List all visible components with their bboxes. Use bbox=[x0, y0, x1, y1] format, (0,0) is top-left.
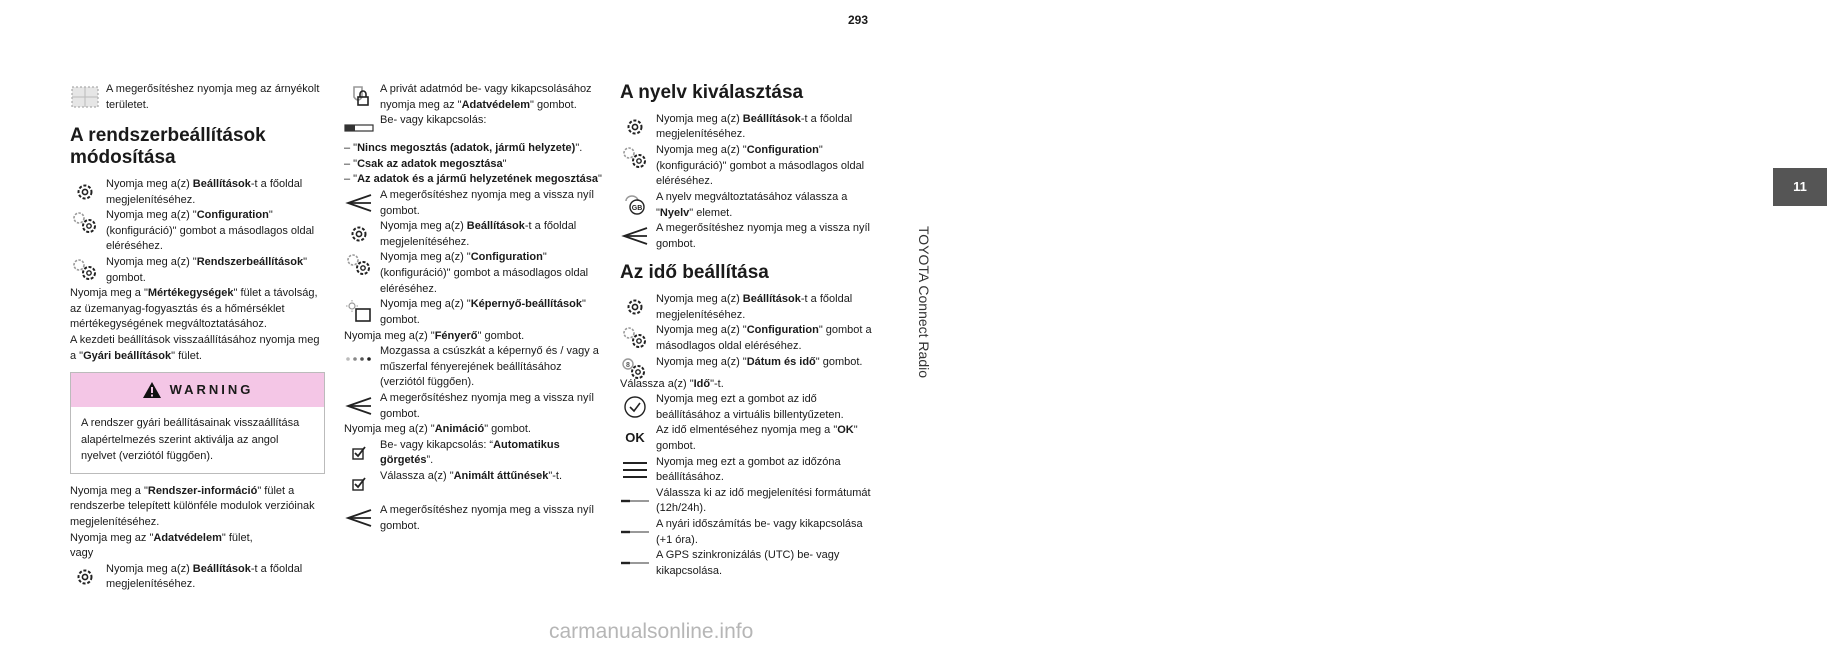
toggle-line-icon bbox=[620, 488, 650, 514]
warning-text: A rendszer gyári beállításainak visszaállítása alapértelmezés szerint aktiválja az angol nyelvet (verziótól függően). bbox=[81, 417, 300, 463]
svg-text:GB: GB bbox=[631, 204, 643, 212]
toggle-bar-icon bbox=[344, 115, 374, 141]
back-arrow-icon bbox=[344, 505, 374, 531]
step-settings-4: Nyomja meg a(z) Beállítások-t a főoldal megjelenítéséhez. bbox=[620, 112, 880, 143]
ok-label-icon: OK bbox=[625, 430, 645, 446]
units-paragraph: Nyomja meg a "Mértékegységek" fület a távolság, az üzemanyag-fogyasztás és a hőmérséklet mértékegységének megváltoztatásához. bbox=[70, 287, 318, 331]
step-settings-3: Nyomja meg a(z) Beállítások-t a főoldal megjelenítéséhez. bbox=[344, 219, 606, 250]
check-circle-icon bbox=[620, 394, 650, 420]
step-date-time: 8 Nyomja meg a(z) "Dátum és idő" gombot. bbox=[620, 355, 880, 377]
checkbox-icon bbox=[344, 440, 374, 466]
option-data-only: – "Csak az adatok megosztása" bbox=[344, 157, 507, 170]
step-configuration-4: Nyomja meg a(z) "Configuration" gombot a másodlagos oldal eléréséhez. bbox=[620, 323, 880, 354]
language-gb-icon bbox=[620, 192, 650, 218]
configuration-gears-icon bbox=[344, 252, 374, 278]
date-time-gear-icon bbox=[620, 357, 650, 383]
step-keyboard-time: Nyomja meg ezt a gombot az idő beállításához a virtuális billentyűzeten. bbox=[620, 392, 880, 423]
step-time-format: Válassza ki az idő megjelenítési formátumát (12h/24h). bbox=[620, 486, 880, 517]
system-info-paragraph: Nyomja meg a "Rendszer-információ" fület a rendszerbe telepített különféle modulok verzióinak megjelenítéséhez. bbox=[70, 484, 315, 528]
chapter-title: TOYOTA Connect Radio bbox=[916, 226, 932, 378]
checkbox-icon bbox=[344, 471, 374, 497]
toggle-line-icon bbox=[620, 550, 650, 576]
configuration-gears-icon bbox=[620, 325, 650, 351]
heading-time: Az idő beállítása bbox=[620, 262, 769, 284]
privacy-tab-paragraph: Nyomja meg az "Adatvédelem" fület, bbox=[70, 531, 253, 544]
watermark: carmanualsonline.info bbox=[549, 620, 754, 643]
or-paragraph: vagy bbox=[70, 547, 94, 560]
step-privacy-mode: A privát adatmód be- vagy kikapcsolásához nyomja meg az "Adatvédelem" gombot. bbox=[344, 82, 606, 113]
step-back-arrow-3: A megerősítéshez nyomja meg a vissza nyíl gombot. bbox=[344, 503, 606, 534]
step-animated-transitions: Válassza a(z) "Animált áttűnések"-t. bbox=[344, 469, 606, 491]
system-settings-gears-icon bbox=[70, 257, 100, 283]
privacy-shield-icon bbox=[344, 84, 374, 110]
column-1 bbox=[70, 82, 325, 593]
settings-gear-icon bbox=[70, 564, 100, 590]
step-settings: Nyomja meg a(z) Beállítások-t a főoldal megjelenítéséhez. bbox=[70, 177, 325, 208]
toggle-line-icon bbox=[620, 519, 650, 545]
settings-gear-icon bbox=[344, 221, 374, 247]
step-configuration: Nyomja meg a(z) "Configuration" (konfiguráció)" gombot a másodlagos oldal eléréséhez. bbox=[70, 208, 325, 255]
step-toggle: Be- vagy kikapcsolás: bbox=[344, 113, 606, 135]
step-auto-scroll: Be- vagy kikapcsolás: “Automatikus görgetés”. bbox=[344, 438, 606, 469]
warning-triangle-icon bbox=[142, 381, 162, 399]
step-system-settings: Nyomja meg a(z) "Rendszerbeállítások" gombot. bbox=[70, 255, 325, 286]
configuration-gears-icon bbox=[70, 210, 100, 236]
configuration-gears-icon bbox=[620, 145, 650, 171]
step-confirm-shaded: A megerősítéshez nyomja meg az árnyékolt területet. bbox=[70, 82, 325, 113]
brightness-paragraph: Nyomja meg a(z) "Fényerő" gombot. bbox=[344, 329, 525, 342]
heading-language: A nyelv kiválasztása bbox=[620, 82, 804, 103]
display-brightness-icon bbox=[344, 299, 374, 325]
step-back-arrow-1: A megerősítéshez nyomja meg a vissza nyíl gombot. bbox=[344, 188, 606, 219]
step-gps-sync: A GPS szinkronizálás (UTC) be- vagy kikapcsolása. bbox=[620, 548, 880, 579]
step-configuration-3: Nyomja meg a(z) "Configuration" (konfiguráció)" gombot a másodlagos oldal eléréséhez. bbox=[620, 143, 880, 190]
step-timezone: Nyomja meg ezt a gombot az időzóna beállításához. bbox=[620, 455, 880, 486]
column-3 bbox=[620, 82, 880, 580]
step-ok: OK Az idő elmentéséhez nyomja meg a "OK" gombot. bbox=[620, 423, 880, 454]
step-display-settings: Nyomja meg a(z) "Képernyő-beállítások" gombot. bbox=[344, 297, 606, 328]
select-time-paragraph: Válassza a(z) "Idő"-t. bbox=[620, 377, 724, 390]
warning-header bbox=[71, 373, 324, 407]
step-daylight-saving: A nyári időszámítás be- vagy kikapcsolása (+1 óra). bbox=[620, 517, 880, 548]
step-back-arrow-2: A megerősítéshez nyomja meg a vissza nyíl gombot. bbox=[344, 391, 606, 422]
step-back-arrow-4: A megerősítéshez nyomja meg a vissza nyíl gombot. bbox=[620, 221, 880, 252]
step-settings-5: Nyomja meg a(z) Beállítások-t a főoldal megjelenítéséhez. bbox=[620, 292, 880, 323]
shaded-area-icon bbox=[70, 84, 100, 110]
step-slider: Mozgassa a csúszkát a képernyő és / vagy a műszerfal fényerejének beállításához (verziótól függően). bbox=[344, 344, 606, 391]
chapter-number: 11 bbox=[1773, 168, 1827, 206]
step-configuration-2: Nyomja meg a(z) "Configuration" (konfiguráció)" gombot a másodlagos oldal eléréséhez. bbox=[344, 250, 606, 297]
page-number: 293 bbox=[848, 13, 869, 27]
back-arrow-icon bbox=[344, 393, 374, 419]
heading-system-settings: A rendszerbeállítások módosítása bbox=[70, 125, 266, 169]
back-arrow-icon bbox=[344, 190, 374, 216]
back-arrow-icon bbox=[620, 223, 650, 249]
list-menu-icon bbox=[620, 457, 650, 483]
option-no-sharing: – "Nincs megosztás (adatok, jármű helyzete)". bbox=[344, 142, 583, 155]
warning-title: WARNING bbox=[169, 381, 254, 397]
warning-box bbox=[70, 372, 325, 474]
step-language: GB A nyelv megváltoztatásához válassza a "Nyelv" elemet. bbox=[620, 190, 880, 221]
settings-gear-icon bbox=[620, 294, 650, 320]
option-data-and-position: – "Az adatok és a jármű helyzetének megosztása" bbox=[344, 173, 602, 186]
settings-gear-icon bbox=[70, 179, 100, 205]
animation-paragraph: Nyomja meg a(z) "Animáció" gombot. bbox=[344, 423, 531, 436]
settings-gear-icon bbox=[620, 114, 650, 140]
slider-dots-icon bbox=[344, 346, 374, 372]
column-2 bbox=[344, 82, 606, 534]
svg-text:8: 8 bbox=[626, 361, 630, 369]
factory-reset-paragraph: A kezdeti beállítások visszaállításához nyomja meg a "Gyári beállítások" fület. bbox=[70, 334, 320, 362]
step-settings-2: Nyomja meg a(z) Beállítások-t a főoldal megjelenítéséhez. bbox=[70, 562, 325, 593]
